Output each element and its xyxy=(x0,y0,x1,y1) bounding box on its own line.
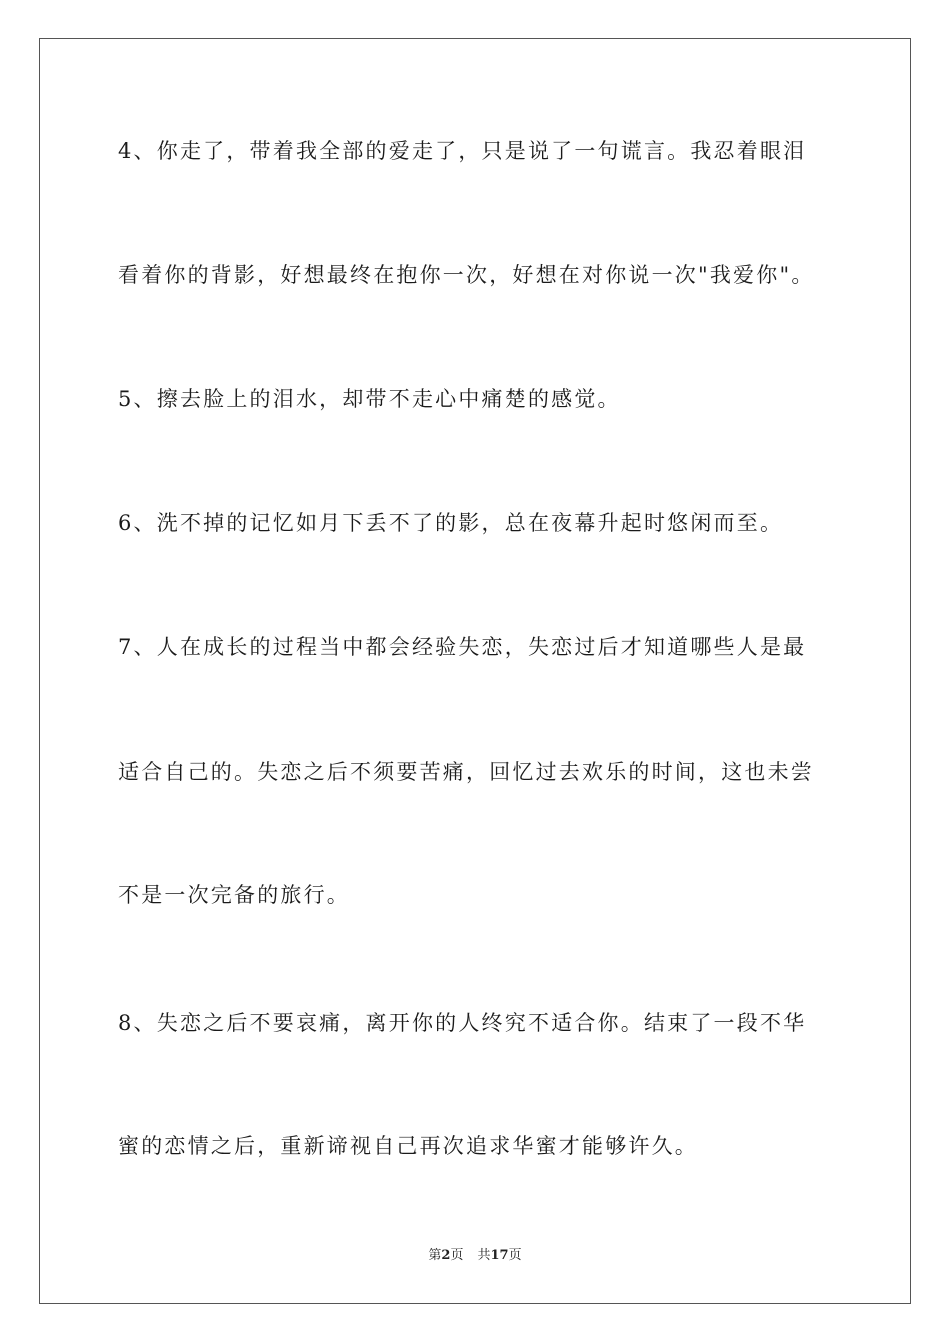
total-suffix: 页 xyxy=(508,1248,522,1263)
paragraph-8-line-2: 蜜的恋情之后，重新谛视自己再次追求华蜜才能够许久。 xyxy=(118,1134,698,1158)
paragraph-7-line-3: 不是一次完备的旅行。 xyxy=(118,883,350,907)
page-footer xyxy=(0,1247,950,1265)
page-prefix: 第 xyxy=(428,1248,442,1263)
paragraph-5-line-1: 5、擦去脸上的泪水，却带不走心中痛楚的感觉。 xyxy=(118,387,621,411)
page-number: 2 xyxy=(441,1248,451,1263)
paragraph-4-line-2: 看着你的背影，好想最终在抱你一次，好想在对你说一次"我爱你"。 xyxy=(118,263,815,287)
paragraph-4-line-1: 4、你走了，带着我全部的爱走了，只是说了一句谎言。我忍着眼泪 xyxy=(118,139,807,163)
paragraph-7-line-1: 7、人在成长的过程当中都会经验失恋，失恋过后才知道哪些人是最 xyxy=(118,635,807,659)
paragraph-6-line-1: 6、洗不掉的记忆如月下丢不了的影，总在夜幕升起时悠闲而至。 xyxy=(118,511,784,535)
page-suffix: 页 xyxy=(450,1248,464,1263)
paragraph-7-line-2: 适合自己的。失恋之后不须要苦痛，回忆过去欢乐的时间，这也未尝 xyxy=(118,760,814,784)
total-prefix: 共 xyxy=(477,1248,491,1263)
page-border xyxy=(39,38,911,1304)
total-pages: 17 xyxy=(490,1248,509,1263)
paragraph-8-line-1: 8、失恋之后不要哀痛，离开你的人终究不适合你。结束了一段不华 xyxy=(118,1011,807,1035)
